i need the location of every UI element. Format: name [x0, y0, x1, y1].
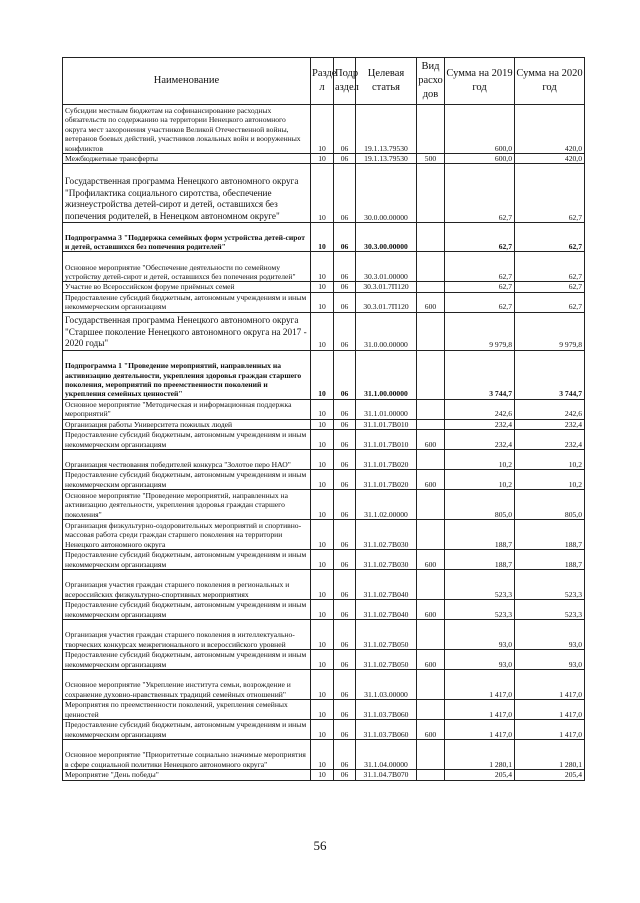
cell-rz: 10: [311, 105, 334, 154]
cell-s2020: 420,0: [515, 105, 585, 154]
cell-pr: 06: [334, 770, 356, 780]
cell-name: Предоставление субсидий бюджетным, автономным учреждениям и иным некоммерческим организациям: [63, 470, 311, 490]
header-vid: Вид расхо дов: [417, 58, 445, 105]
cell-name: Основное мероприятие "Укрепление института семьи, возрождение и сохранение духовно-нравственных традиций семейных отношений": [63, 670, 311, 700]
cell-rz: 10: [311, 600, 334, 620]
cell-name: Мероприятие "День победы": [63, 770, 311, 780]
table-row: [63, 620, 585, 650]
cell-rz: 10: [311, 570, 334, 600]
cell-rz: 10: [311, 490, 334, 520]
table-row: [63, 740, 585, 770]
cell-rz: 10: [311, 282, 334, 292]
cell-name: Основное мероприятие "Приоритетные социально значимые мероприятия в сфере социальной политики Ненецкого автономного округа": [63, 740, 311, 770]
cell-s2019: 3 744,7: [445, 350, 515, 399]
cell-s2019: 93,0: [445, 650, 515, 670]
cell-vr: [417, 520, 445, 550]
cell-s2019: 62,7: [445, 252, 515, 282]
cell-cs: 31.1.04.7В070: [356, 770, 417, 780]
table-row: [63, 650, 585, 670]
cell-s2020: 62,7: [515, 223, 585, 252]
header-name: Наименование: [63, 58, 311, 105]
cell-pr: 06: [334, 430, 356, 450]
table-row: [63, 550, 585, 570]
cell-s2019: 242,6: [445, 399, 515, 419]
header-sum-2019: Сумма на 2019 год: [445, 58, 515, 105]
cell-s2020: 93,0: [515, 620, 585, 650]
table-row: [63, 720, 585, 740]
cell-cs: 31.1.02.7В050: [356, 620, 417, 650]
page-number: 56: [313, 838, 327, 853]
cell-name: Государственная программа Ненецкого автономного округа "Профилактика социального сиротства, обеспечение жизнеустройства детей-сирот и детей, оставшихся без попечения родителей, в Ненецком автономном округе": [63, 164, 311, 223]
cell-name: Государственная программа Ненецкого автономного округа "Старшее поколение Ненецкого автономного округа на 2017 - 2020 годы": [63, 312, 311, 350]
cell-vr: [417, 350, 445, 399]
table-row: [63, 399, 585, 419]
cell-s2020: 523,3: [515, 600, 585, 620]
cell-cs: 31.1.02.7В040: [356, 570, 417, 600]
cell-pr: 06: [334, 520, 356, 550]
cell-name: Предоставление субсидий бюджетным, автономным учреждениям и иным некоммерческим организациям: [63, 550, 311, 570]
cell-s2020: 205,4: [515, 770, 585, 780]
cell-s2020: 232,4: [515, 419, 585, 429]
cell-s2019: 188,7: [445, 550, 515, 570]
cell-vr: [417, 105, 445, 154]
cell-pr: 06: [334, 470, 356, 490]
cell-vr: [417, 312, 445, 350]
cell-s2019: 1 280,1: [445, 740, 515, 770]
cell-pr: 06: [334, 550, 356, 570]
cell-rz: 10: [311, 312, 334, 350]
cell-cs: 31.1.01.00000: [356, 399, 417, 419]
table-row: [63, 570, 585, 600]
cell-rz: 10: [311, 670, 334, 700]
cell-vr: 600: [417, 650, 445, 670]
cell-name: Организация участия граждан старшего поколения в интеллектуально-творческих конкурсах межрегионального и всероссийского уровней: [63, 620, 311, 650]
cell-pr: 06: [334, 490, 356, 520]
cell-pr: 06: [334, 570, 356, 600]
cell-s2019: 1 417,0: [445, 720, 515, 740]
cell-s2019: 188,7: [445, 520, 515, 550]
cell-pr: 06: [334, 600, 356, 620]
table-row: [63, 164, 585, 223]
cell-vr: [417, 164, 445, 223]
cell-s2019: 62,7: [445, 164, 515, 223]
cell-rz: 10: [311, 164, 334, 223]
cell-cs: 31.1.02.7В040: [356, 600, 417, 620]
cell-pr: 06: [334, 164, 356, 223]
cell-cs: 31.1.02.7В030: [356, 520, 417, 550]
cell-vr: [417, 490, 445, 520]
cell-cs: 31.1.01.7В020: [356, 470, 417, 490]
cell-cs: 30.3.01.7П120: [356, 292, 417, 312]
cell-cs: 30.0.00.00000: [356, 164, 417, 223]
cell-pr: 06: [334, 350, 356, 399]
cell-s2019: 523,3: [445, 570, 515, 600]
cell-name: Подпрограмма 3 "Поддержка семейных форм устройства детей-сирот и детей, оставшихся без попечения родителей": [63, 223, 311, 252]
cell-rz: 10: [311, 292, 334, 312]
cell-pr: 06: [334, 282, 356, 292]
cell-s2019: 232,4: [445, 419, 515, 429]
cell-name: Основное мероприятие "Обеспечение деятельности по семейному устройству детей-сирот и детей, оставшихся без попечения родителей": [63, 252, 311, 282]
cell-pr: 06: [334, 720, 356, 740]
table-header-row: [63, 58, 585, 105]
cell-pr: 06: [334, 105, 356, 154]
table-row: [63, 520, 585, 550]
cell-s2019: 523,3: [445, 600, 515, 620]
cell-s2019: 600,0: [445, 154, 515, 164]
cell-vr: 600: [417, 550, 445, 570]
cell-vr: [417, 770, 445, 780]
cell-s2019: 805,0: [445, 490, 515, 520]
cell-s2019: 10,2: [445, 470, 515, 490]
cell-name: Межбюджетные трансферты: [63, 154, 311, 164]
cell-cs: 31.1.04.00000: [356, 740, 417, 770]
cell-cs: 31.0.00.00000: [356, 312, 417, 350]
cell-vr: [417, 570, 445, 600]
cell-s2019: 62,7: [445, 223, 515, 252]
cell-pr: 06: [334, 223, 356, 252]
cell-pr: 06: [334, 252, 356, 282]
cell-s2020: 10,2: [515, 450, 585, 470]
cell-rz: 10: [311, 154, 334, 164]
cell-s2020: 242,6: [515, 399, 585, 419]
cell-pr: 06: [334, 450, 356, 470]
table-row: [63, 312, 585, 350]
cell-cs: 31.1.02.7В050: [356, 650, 417, 670]
header-article: Целевая статья: [356, 58, 417, 105]
table-row: [63, 470, 585, 490]
cell-vr: [417, 450, 445, 470]
table-row: [63, 350, 585, 399]
cell-name: Мероприятия по преемственности поколений, укрепления семейных ценностей: [63, 700, 311, 720]
cell-rz: 10: [311, 620, 334, 650]
cell-vr: [417, 700, 445, 720]
cell-pr: 06: [334, 292, 356, 312]
cell-vr: 600: [417, 600, 445, 620]
cell-cs: 31.1.02.00000: [356, 490, 417, 520]
cell-rz: 10: [311, 700, 334, 720]
cell-cs: 31.1.02.7В030: [356, 550, 417, 570]
cell-cs: 31.1.03.7В060: [356, 720, 417, 740]
cell-rz: 10: [311, 450, 334, 470]
table-row: [63, 670, 585, 700]
cell-name: Субсидии местным бюджетам на софинансирование расходных обязательств по содержанию на территории Ненецкого автономного округа мест захоронения участников Великой Отечественной войны, ветеранов боевых действий, участников локальных войн и вооруженных конфликтов: [63, 105, 311, 154]
table-row: [63, 450, 585, 470]
cell-vr: 600: [417, 720, 445, 740]
cell-pr: 06: [334, 740, 356, 770]
cell-s2020: 805,0: [515, 490, 585, 520]
cell-pr: 06: [334, 650, 356, 670]
cell-vr: [417, 620, 445, 650]
table-row: [63, 430, 585, 450]
cell-rz: 10: [311, 470, 334, 490]
cell-pr: 06: [334, 419, 356, 429]
cell-name: Предоставление субсидий бюджетным, автономным учреждениям и иным некоммерческим организациям: [63, 720, 311, 740]
cell-name: Предоставление субсидий бюджетным, автономным учреждениям и иным некоммерческим организациям: [63, 292, 311, 312]
cell-name: Основное мероприятие "Проведение мероприятий, направленных на активизацию деятельности, укрепления здоровья граждан старшего поколения": [63, 490, 311, 520]
cell-name: Участие во Всероссийском форуме приёмных семей: [63, 282, 311, 292]
cell-cs: 30.3.01.7П120: [356, 282, 417, 292]
table-row: [63, 600, 585, 620]
cell-s2020: 3 744,7: [515, 350, 585, 399]
cell-s2019: 205,4: [445, 770, 515, 780]
cell-cs: 31.1.01.7В020: [356, 450, 417, 470]
table-row: [63, 154, 585, 164]
cell-s2020: 1 417,0: [515, 670, 585, 700]
cell-cs: 31.1.03.00000: [356, 670, 417, 700]
cell-s2019: 62,7: [445, 292, 515, 312]
cell-s2019: 93,0: [445, 620, 515, 650]
cell-vr: 600: [417, 430, 445, 450]
cell-rz: 10: [311, 399, 334, 419]
cell-s2020: 523,3: [515, 570, 585, 600]
cell-pr: 06: [334, 620, 356, 650]
cell-pr: 06: [334, 154, 356, 164]
cell-rz: 10: [311, 520, 334, 550]
cell-s2020: 1 417,0: [515, 700, 585, 720]
cell-name: Организация участия граждан старшего поколения в региональных и всероссийских физкультурно-спортивных мероприятиях: [63, 570, 311, 600]
cell-pr: 06: [334, 399, 356, 419]
cell-s2020: 62,7: [515, 292, 585, 312]
cell-rz: 10: [311, 223, 334, 252]
cell-vr: [417, 740, 445, 770]
cell-name: Предоставление субсидий бюджетным, автономным учреждениям и иным некоммерческим организациям: [63, 650, 311, 670]
cell-s2019: 600,0: [445, 105, 515, 154]
table-row: [63, 419, 585, 429]
cell-cs: 31.1.03.7В060: [356, 700, 417, 720]
cell-cs: 19.1.13.79530: [356, 154, 417, 164]
table-row: [63, 490, 585, 520]
cell-name: Организация чествования победителей конкурса "Золотое перо НАО": [63, 450, 311, 470]
cell-pr: 06: [334, 312, 356, 350]
cell-cs: 31.1.01.7В010: [356, 430, 417, 450]
cell-name: Основное мероприятие "Методическая и информационная поддержка мероприятий": [63, 399, 311, 419]
cell-s2020: 1 280,1: [515, 740, 585, 770]
cell-s2020: 1 417,0: [515, 720, 585, 740]
cell-vr: [417, 419, 445, 429]
cell-s2019: 1 417,0: [445, 670, 515, 700]
cell-rz: 10: [311, 740, 334, 770]
cell-vr: [417, 223, 445, 252]
cell-name: Организация физкультурно-оздоровительных мероприятий и спортивно-массовая работа среди граждан старшего поколения на территории Ненецкого автономного округа: [63, 520, 311, 550]
cell-name: Предоставление субсидий бюджетным, автономным учреждениям и иным некоммерческим организациям: [63, 430, 311, 450]
cell-s2020: 10,2: [515, 470, 585, 490]
cell-s2020: 188,7: [515, 550, 585, 570]
cell-name: Предоставление субсидий бюджетным, автономным учреждениям и иным некоммерческим организациям: [63, 600, 311, 620]
header-razdel: Разде л: [311, 58, 334, 105]
cell-cs: 31.1.01.7В010: [356, 419, 417, 429]
cell-rz: 10: [311, 720, 334, 740]
cell-vr: [417, 399, 445, 419]
cell-s2020: 62,7: [515, 282, 585, 292]
cell-vr: [417, 670, 445, 700]
cell-vr: 600: [417, 470, 445, 490]
cell-name: Организация работы Университета пожилых людей: [63, 419, 311, 429]
cell-s2020: 93,0: [515, 650, 585, 670]
cell-rz: 10: [311, 419, 334, 429]
cell-cs: 31.1.00.00000: [356, 350, 417, 399]
table-row: [63, 770, 585, 780]
cell-s2020: 420,0: [515, 154, 585, 164]
cell-cs: 30.3.01.00000: [356, 252, 417, 282]
table-row: [63, 292, 585, 312]
cell-s2019: 9 979,8: [445, 312, 515, 350]
cell-cs: 30.3.00.00000: [356, 223, 417, 252]
cell-rz: 10: [311, 770, 334, 780]
table-body: [63, 105, 585, 781]
table-row: [63, 252, 585, 282]
cell-rz: 10: [311, 650, 334, 670]
cell-cs: 19.1.13.79530: [356, 105, 417, 154]
cell-rz: 10: [311, 430, 334, 450]
cell-s2019: 1 417,0: [445, 700, 515, 720]
cell-s2020: 62,7: [515, 252, 585, 282]
cell-s2019: 232,4: [445, 430, 515, 450]
cell-s2020: 232,4: [515, 430, 585, 450]
table-row: [63, 700, 585, 720]
header-sum-2020: Сумма на 2020 год: [515, 58, 585, 105]
cell-s2019: 10,2: [445, 450, 515, 470]
cell-s2019: 62,7: [445, 282, 515, 292]
cell-pr: 06: [334, 670, 356, 700]
cell-rz: 10: [311, 350, 334, 399]
cell-rz: 10: [311, 550, 334, 570]
cell-vr: 600: [417, 292, 445, 312]
cell-vr: 500: [417, 154, 445, 164]
table-row: [63, 223, 585, 252]
table-row: [63, 282, 585, 292]
cell-vr: [417, 252, 445, 282]
cell-s2020: 62,7: [515, 164, 585, 223]
cell-vr: [417, 282, 445, 292]
cell-pr: 06: [334, 700, 356, 720]
budget-table: [62, 57, 585, 781]
table-row: [63, 105, 585, 154]
header-podrazdel: Подр аздел: [334, 58, 356, 105]
cell-s2020: 188,7: [515, 520, 585, 550]
cell-name: Подпрограмма 1 "Проведение мероприятий, направленных на активизацию деятельности, укрепления здоровья граждан старшего поколения, мероприятий по преемственности поколений и укрепления семейных ценностей": [63, 350, 311, 399]
cell-rz: 10: [311, 252, 334, 282]
cell-s2020: 9 979,8: [515, 312, 585, 350]
